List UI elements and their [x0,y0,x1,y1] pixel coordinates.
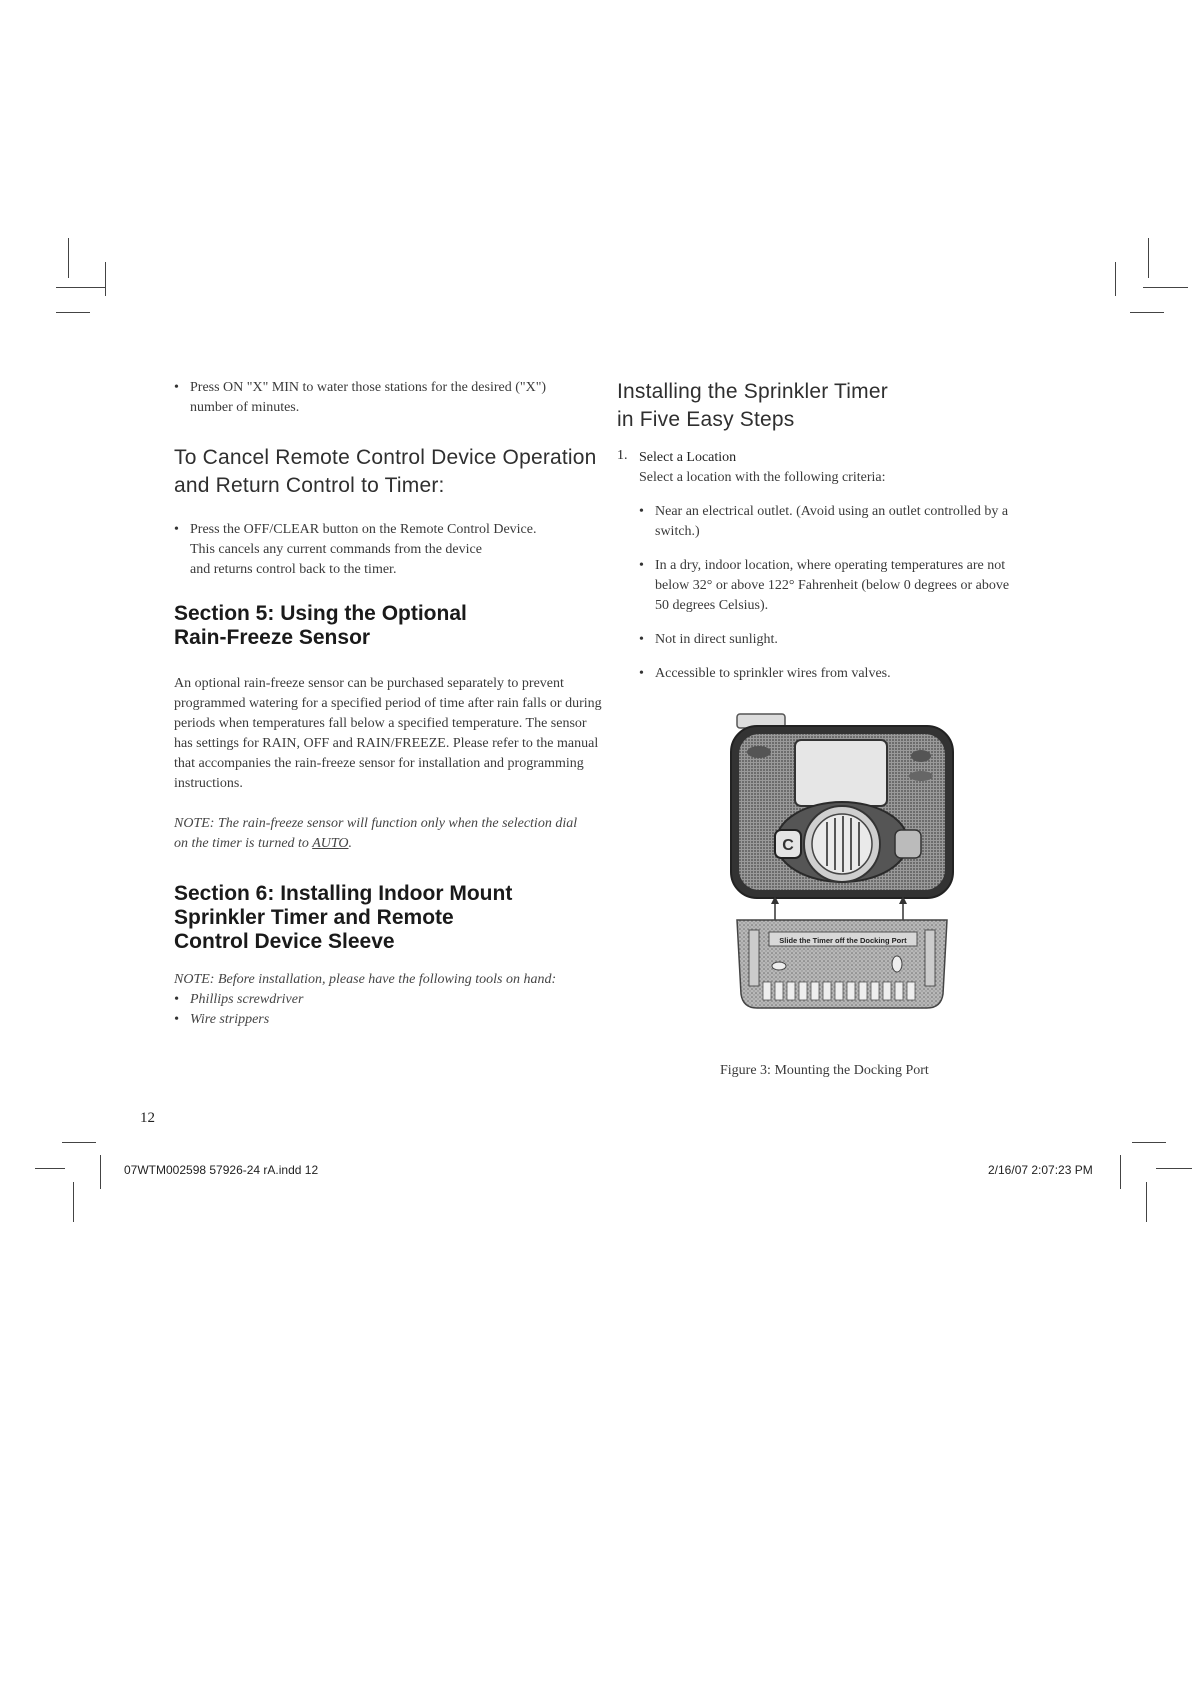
crop-mark [73,1182,74,1222]
remote-bullet: • Press ON "X" MIN to water those stations for the desired ("X") number of minutes. [174,378,590,418]
section6-heading-line2: Sprinkler Timer and Remote [174,906,454,929]
crop-mark [1130,312,1164,313]
section5-note [174,814,594,854]
cancel-bullet-line1: • Press the OFF/CLEAR button on the Remote Control Device. [190,522,537,537]
docking-port-figure [727,712,957,1012]
section5-note-auto: AUTO [312,836,349,851]
crop-mark [100,1155,101,1189]
cancel-heading [174,444,606,500]
install-heading-line2: in Five Easy Steps [617,408,795,431]
crop-mark [62,1142,96,1143]
figure-caption: Figure 3: Mounting the Docking Port [720,1063,929,1078]
criteria-item: • Not in direct sunlight. [639,630,1057,650]
left-column [174,378,606,1030]
cancel-heading-line2: and Return Control to Timer: [174,474,445,497]
crop-mark [68,238,69,278]
crop-mark [56,287,106,288]
step-intro: Select a location with the following criteria: [639,470,886,485]
timer-illustration [727,712,957,1012]
step-1 [617,448,1057,684]
section5-paragraph: An optional rain-freeze sensor can be purchased separately to prevent programmed watering for a specified period of time after rain falls or during periods when temperatures fall below a specified temperature. The sensor has settings for RAIN, OFF and RAIN/FREEZE. Please refer to the manual that accompanies the rain-freeze sensor for installation and programming instructions. [174,676,602,791]
section5-heading-line2: Rain-Freeze Sensor [174,626,371,649]
section5-heading [174,602,606,650]
crop-mark [1115,262,1116,296]
crop-mark [1156,1168,1192,1169]
criteria-item: • In a dry, indoor location, where operating temperatures are not below 32° or above 122° Fahrenheit (below 0 degrees or above 50 degrees Celsius). [639,556,1025,616]
section5-note-text: NOTE: The rain-freeze sensor will function only when the selection dial on the timer is turned to [174,816,578,851]
crop-mark [1143,287,1188,288]
crop-mark [1148,238,1149,278]
right-column [617,378,1057,684]
c-button-label: C [782,837,794,854]
step-title: Select a Location [639,450,737,465]
cancel-bullet-line2: This cancels any current commands from the device [190,542,482,557]
footer-file: 07WTM002598 57926-24 rA.indd 12 [124,1163,319,1177]
section5-heading-line1: Section 5: Using the Optional [174,602,467,625]
cancel-heading-line1: To Cancel Remote Control Device Operation [174,446,597,469]
tool-item: • Phillips screwdriver [174,990,606,1010]
crop-mark [56,312,90,313]
criteria-item: • Near an electrical outlet. (Avoid using an outlet controlled by a switch.) [639,502,1035,542]
section6-note: NOTE: Before installation, please have the following tools on hand: [174,972,557,987]
section5-note-end: . [348,836,352,851]
cancel-bullet-line3: and returns control back to the timer. [190,562,397,577]
install-heading [617,378,1057,434]
dock-label: Slide the Timer off the Docking Port [779,936,907,945]
section6-heading-line1: Section 6: Installing Indoor Mount [174,882,513,905]
tool-item: • Wire strippers [174,1010,606,1030]
page-number: 12 [140,1110,155,1126]
footer-date: 2/16/07 2:07:23 PM [988,1163,1093,1177]
crop-mark [1120,1155,1121,1189]
step-number: 1. [617,448,628,463]
section6-heading-line3: Control Device Sleeve [174,930,395,953]
cancel-bullet [174,520,606,580]
crop-mark [105,262,106,296]
section6-heading [174,882,606,954]
crop-mark [1132,1142,1166,1143]
install-heading-line1: Installing the Sprinkler Timer [617,380,888,403]
crop-mark [35,1168,65,1169]
crop-mark [1146,1182,1147,1222]
criteria-item: • Accessible to sprinkler wires from valves. [639,664,1057,684]
